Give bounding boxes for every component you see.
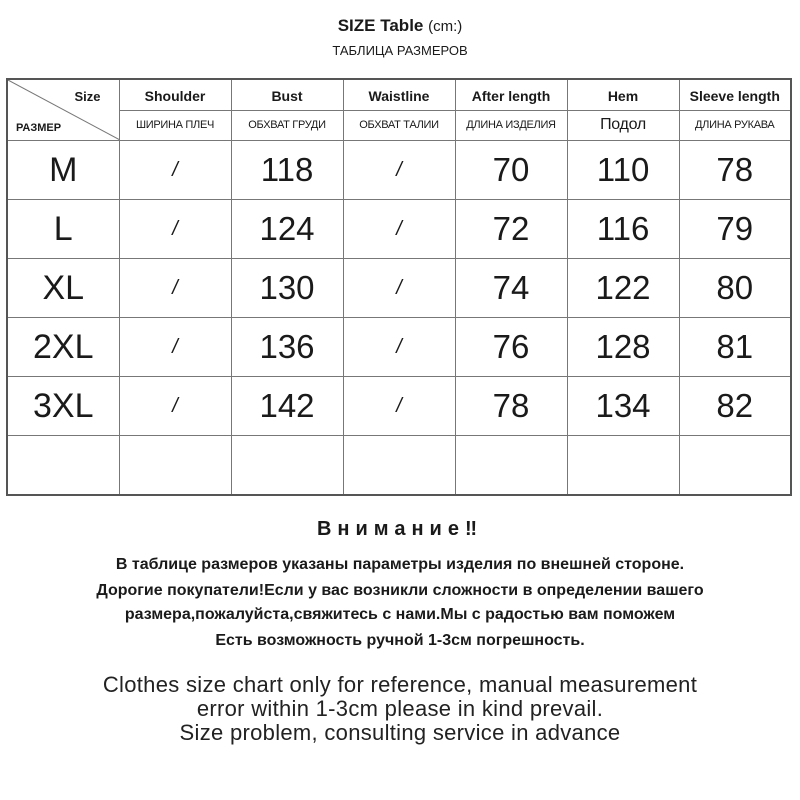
empty-cell xyxy=(231,436,343,496)
title-ru: ТАБЛИЦА РАЗМЕРОВ xyxy=(332,43,468,58)
header-label-en: After length xyxy=(456,80,567,111)
empty-cell xyxy=(679,436,791,496)
header-label-ru: ОБХВАТ ТАЛИИ xyxy=(359,119,439,131)
title-en: SIZE Table xyxy=(337,16,424,35)
cell-value: 74 xyxy=(455,259,567,318)
size-label: 2XL xyxy=(7,318,119,377)
cell-value: 72 xyxy=(455,200,567,259)
cell-value: 130 xyxy=(231,259,343,318)
cell-value: / xyxy=(119,141,231,200)
cell-value: / xyxy=(119,200,231,259)
cell-value: / xyxy=(343,318,455,377)
notice-en-line: error within 1-3cm please in kind prevail. xyxy=(196,696,604,721)
title-unit: (cm:) xyxy=(428,18,463,35)
table-row xyxy=(7,377,791,436)
empty-cell xyxy=(343,436,455,496)
header-after-length xyxy=(455,79,567,141)
cell-value: 76 xyxy=(455,318,567,377)
empty-cell xyxy=(567,436,679,496)
cell-value: / xyxy=(343,259,455,318)
table-row-empty xyxy=(7,436,791,496)
cell-value: 128 xyxy=(567,318,679,377)
header-label-en: Hem xyxy=(568,80,679,111)
header-shoulder xyxy=(119,79,231,141)
header-hem xyxy=(567,79,679,141)
header-bust xyxy=(231,79,343,141)
cell-value: 80 xyxy=(679,259,791,318)
corner-cell xyxy=(7,79,119,141)
cell-value: 136 xyxy=(231,318,343,377)
cell-value: 116 xyxy=(567,200,679,259)
cell-value: / xyxy=(343,200,455,259)
cell-value: 122 xyxy=(567,259,679,318)
header-label-en: Waistline xyxy=(344,80,455,111)
empty-cell xyxy=(7,436,119,496)
header-label-ru: ОБХВАТ ГРУДИ xyxy=(248,119,326,131)
corner-size-label: Size xyxy=(74,89,101,104)
cell-value: / xyxy=(119,318,231,377)
cell-value: 110 xyxy=(567,141,679,200)
table-row xyxy=(7,141,791,200)
cell-value: / xyxy=(343,377,455,436)
cell-value: / xyxy=(343,141,455,200)
header-label-ru: ДЛИНА РУКАВА xyxy=(695,119,775,131)
table-header-row xyxy=(7,79,791,141)
header-label-en: Shoulder xyxy=(120,80,231,111)
empty-cell xyxy=(119,436,231,496)
cell-value: 124 xyxy=(231,200,343,259)
header-label-ru: Подол xyxy=(600,116,646,133)
notice-en-line: Clothes size chart only for reference, manual measurement xyxy=(102,672,698,697)
header-label-en: Bust xyxy=(232,80,343,111)
corner-size-label-ru: РАЗМЕР xyxy=(16,122,62,134)
header-label-en: Sleeve length xyxy=(680,80,791,111)
page-title xyxy=(0,14,800,39)
empty-cell xyxy=(455,436,567,496)
notice-ru-line: Дорогие покупатели!Если у вас возникли сложности в определении вашего xyxy=(96,582,704,599)
table-row xyxy=(7,200,791,259)
cell-value: 78 xyxy=(455,377,567,436)
header-label-ru: ДЛИНА ИЗДЕЛИЯ xyxy=(466,119,556,131)
size-label: M xyxy=(7,141,119,200)
cell-value: 79 xyxy=(679,200,791,259)
cell-value: 70 xyxy=(455,141,567,200)
cell-value: 81 xyxy=(679,318,791,377)
cell-value: 142 xyxy=(231,377,343,436)
cell-value: 78 xyxy=(679,141,791,200)
cell-value: / xyxy=(119,259,231,318)
header-label-ru: ШИРИНА ПЛЕЧ xyxy=(135,119,215,131)
table-row xyxy=(7,259,791,318)
cell-value: 118 xyxy=(231,141,343,200)
size-label: XL xyxy=(7,259,119,318)
notice-en-line: Size problem, consulting service in advance xyxy=(179,720,621,745)
notice-ru-line: размера,пожалуйста,свяжитесь с нами.Мы с радостью вам поможем xyxy=(124,606,676,623)
size-label: 3XL xyxy=(7,377,119,436)
notice-ru-line: В таблице размеров указаны параметры изделия по внешней стороне. xyxy=(115,556,685,573)
header-waistline xyxy=(343,79,455,141)
cell-value: / xyxy=(119,377,231,436)
size-label: L xyxy=(7,200,119,259)
title-block xyxy=(0,14,800,61)
header-sleeve-length xyxy=(679,79,791,141)
notice-title: Внимание‼ xyxy=(316,518,484,540)
cell-value: 134 xyxy=(567,377,679,436)
size-table xyxy=(6,78,792,496)
cell-value: 82 xyxy=(679,377,791,436)
table-row xyxy=(7,318,791,377)
notice-ru-line: Есть возможность ручной 1-3см погрешность. xyxy=(215,632,585,649)
